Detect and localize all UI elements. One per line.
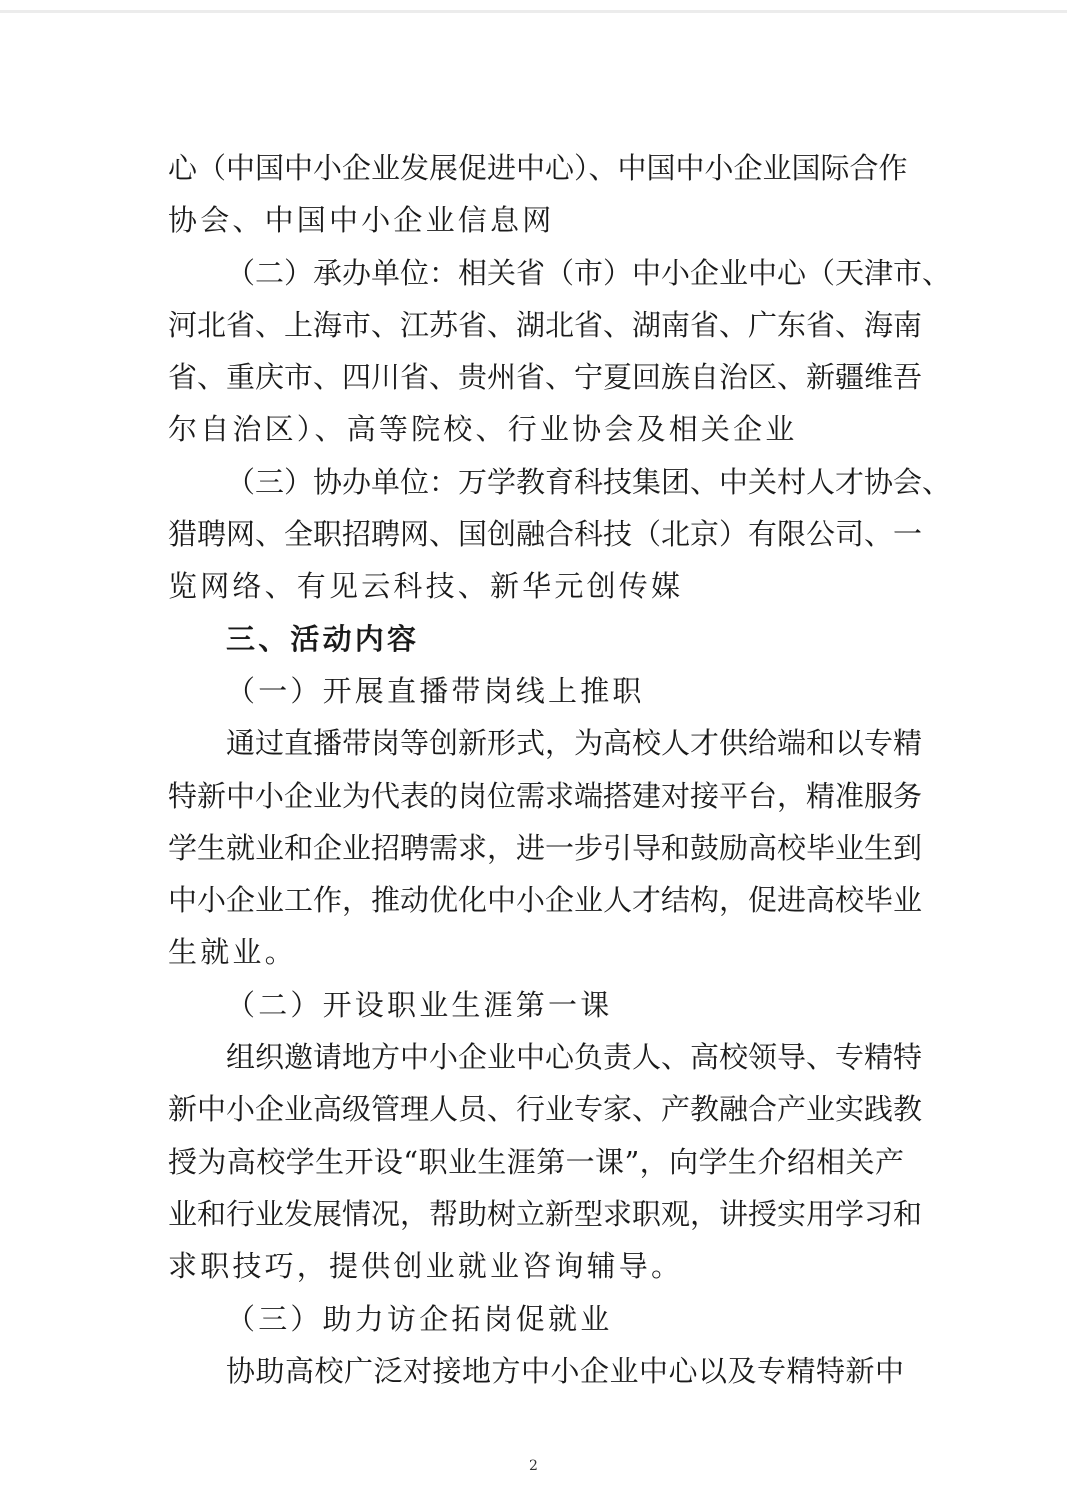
text-line: 授为高校学生开设“职业生涯第一课”，向学生介绍相关产 [168, 1144, 904, 1179]
section-heading: 三、活动内容 [226, 621, 420, 656]
text-line: 览网络、有见云科技、新华元创传媒 [168, 569, 684, 604]
text-line: 省、重庆市、四川省、贵州省、宁夏回族自治区、新疆维吾 [168, 360, 923, 395]
text-line: 中小企业工作，推动优化中小企业人才结构，促进高校毕业 [168, 883, 923, 918]
text-line: 通过直播带岗等创新形式，为高校人才供给端和以专精 [226, 726, 923, 761]
document-body [168, 142, 952, 1397]
page-number: 2 [529, 1458, 538, 1474]
text-line: 求职技巧，提供创业就业咨询辅导。 [168, 1249, 684, 1284]
text-line: 组织邀请地方中小企业中心负责人、高校领导、专精特 [226, 1040, 923, 1075]
text-line: （三）协办单位：万学教育科技集团、中关村人才协会、 [226, 464, 952, 499]
text-line: 心（中国中小企业发展促进中心）、中国中小企业国际合作 [168, 151, 908, 185]
subsection-heading: （一）开展直播带岗线上推职 [226, 673, 645, 708]
text-line: 特新中小企业为代表的岗位需求端搭建对接平台，精准服务 [168, 778, 923, 813]
text-line: （二）承办单位：相关省（市）中小企业中心（天津市、 [226, 255, 952, 290]
subsection-heading: （二）开设职业生涯第一课 [226, 987, 613, 1022]
text-line: 学生就业和企业招聘需求，进一步引导和鼓励高校毕业生到 [168, 830, 923, 865]
text-line: 新中小企业高级管理人员、行业专家、产教融合产业实践教 [168, 1092, 923, 1127]
text-line: 猎聘网、全职招聘网、国创融合科技（北京）有限公司、一 [168, 517, 923, 552]
text-line: 生就业。 [168, 935, 297, 970]
scan-edge-line [0, 10, 1067, 13]
text-line: 业和行业发展情况，帮助树立新型求职观，讲授实用学习和 [168, 1196, 923, 1231]
text-line: 协助高校广泛对接地方中小企业中心以及专精特新中 [226, 1353, 904, 1388]
text-line: 河北省、上海市、江苏省、湖北省、湖南省、广东省、海南 [168, 307, 923, 342]
subsection-heading: （三）助力访企拓岗促就业 [226, 1301, 613, 1336]
text-line: 协会、中国中小企业信息网 [168, 203, 555, 238]
text-line: 尔自治区）、高等院校、行业协会及相关企业 [168, 412, 798, 447]
